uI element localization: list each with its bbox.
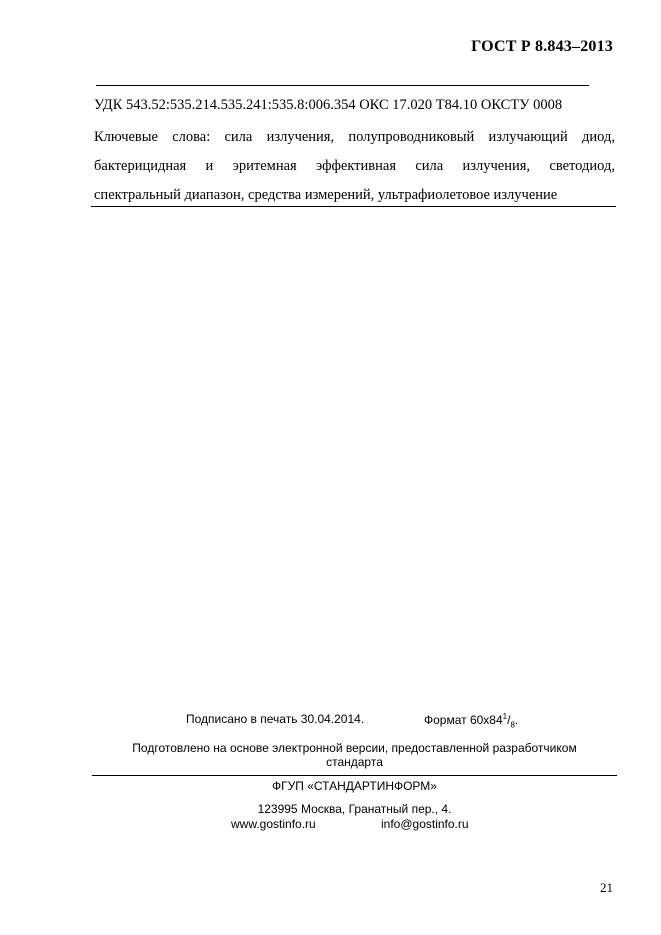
paper-format-slash: / (507, 713, 511, 727)
paper-format (424, 712, 518, 729)
prepared-note (92, 741, 617, 769)
prepared-note-line-2: стандарта (326, 755, 383, 769)
paper-format-prefix: Формат 60x84 (424, 713, 503, 727)
paper-format-denominator: 8 (510, 720, 515, 730)
keywords-line-1: Ключевые слова: сила излучения, полупроводниковый излучающий диод, (94, 129, 615, 145)
standard-code: ГОСТ Р 8.843–2013 (471, 38, 613, 55)
keywords-block (94, 123, 615, 210)
paper-format-numerator: 1 (502, 712, 508, 721)
page-number: 21 (600, 880, 613, 895)
prepared-note-line-1: Подготовлено на основе электронной версии, предоставленной разработчиком (132, 741, 577, 755)
keywords-line-3: спектральный диапазон, средства измерений, ультрафиолетовое излучение (94, 187, 558, 203)
publisher-name: ФГУП «СТАНДАРТИНФОРМ» (272, 779, 437, 793)
publisher-address: 123995 Москва, Гранатный пер., 4. (257, 802, 452, 816)
signed-for-print-date: Подписано в печать 30.04.2014. (186, 712, 365, 726)
publisher-divider (92, 775, 617, 776)
paper-format-suffix: . (514, 713, 519, 727)
email-link[interactable]: info@gostinfo.ru (381, 817, 469, 831)
keywords-line-2: бактерицидная и эритемная эффективная сила излучения, светодиод, (94, 158, 615, 174)
udk-classification-line: УДК 543.52:535.214.535.241:535.8:006.354 ОКС 17.020 Т84.10 ОКСТУ 0008 (94, 97, 563, 113)
keywords-divider (91, 206, 616, 207)
top-divider (96, 85, 589, 86)
website-link[interactable]: www.gostinfo.ru (231, 817, 316, 831)
